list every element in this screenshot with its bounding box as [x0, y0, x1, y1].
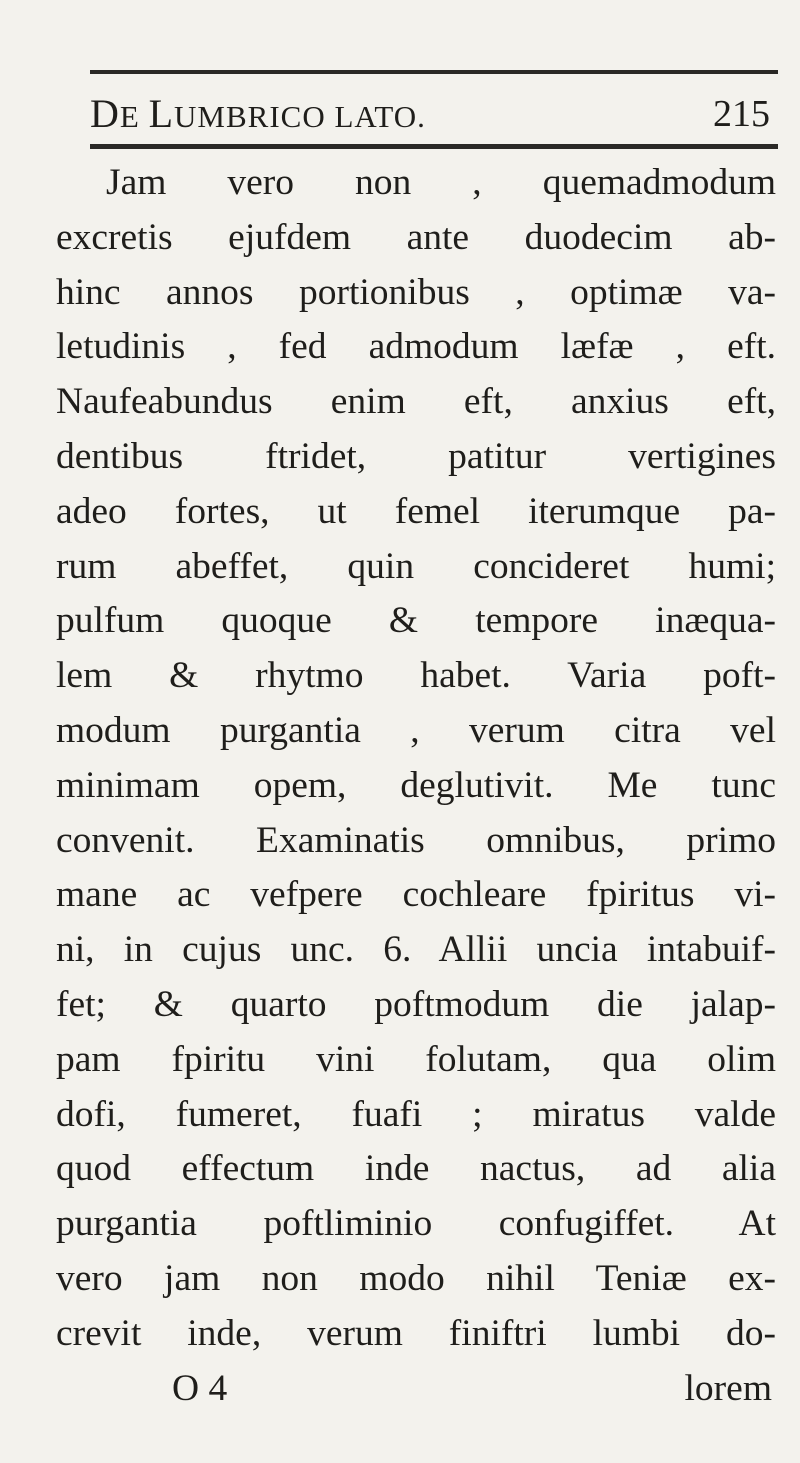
- text-line: rum abeffet, quin concideret humi;: [56, 545, 776, 587]
- title-small-caps: E: [119, 99, 149, 134]
- text-line: minimam opem, deglutivit. Me tunc: [56, 764, 776, 806]
- text-line: excretis ejufdem ante duodecim ab-: [56, 216, 776, 258]
- text-line: Jam vero non , quemadmodum: [106, 162, 776, 203]
- catchword: lorem: [684, 1367, 772, 1409]
- footer-line: [56, 1362, 776, 1417]
- text-line: mane ac vefpere cochleare fpiritus vi-: [56, 874, 776, 916]
- title-initial-2: L: [148, 91, 175, 136]
- text-line: hinc annos portionibus , optimæ va-: [56, 271, 776, 313]
- text-line: pam fpiritu vini folutam, qua olim: [56, 1038, 776, 1080]
- signature-mark: O 4: [172, 1367, 228, 1409]
- text-line: fet; & quarto poftmodum die jalap-: [56, 983, 776, 1025]
- text-line: vero jam non modo nihil Teniæ ex-: [56, 1257, 776, 1299]
- running-head: [90, 86, 778, 142]
- text-line: dentibus ftridet, patitur vertigines: [56, 435, 776, 477]
- title-small-caps-2: UMBRICO LATO.: [174, 99, 426, 134]
- text-line: purgantia poftliminio confugiffet. At: [56, 1203, 776, 1245]
- text-line: dofi, fumeret, fuafi ; miratus valde: [56, 1093, 776, 1135]
- header-rule-top: [90, 70, 778, 74]
- text-line: convenit. Examinatis omnibus, primo: [56, 819, 776, 861]
- body-text: [56, 156, 776, 1416]
- text-line: letudinis , fed admodum læfæ , eft.: [56, 326, 776, 368]
- text-line: ni, in cujus unc. 6. Allii uncia intabuif-: [56, 929, 776, 971]
- text-line: adeo fortes, ut femel iterumque pa-: [56, 490, 776, 532]
- page-number: 215: [713, 93, 770, 135]
- title-initial: D: [90, 91, 120, 136]
- text-line: Naufeabundus enim eft, anxius eft,: [56, 381, 776, 423]
- text-line: pulfum quoque & tempore inæqua-: [56, 600, 776, 642]
- header-rule-bottom: [90, 144, 778, 149]
- text-line: modum purgantia , verum citra vel: [56, 709, 776, 751]
- running-title: [90, 86, 426, 145]
- text-line: crevit inde, verum finiftri lumbi do-: [56, 1312, 776, 1354]
- text-line: lem & rhytmo habet. Varia poft-: [56, 655, 776, 697]
- text-line: quod effectum inde nactus, ad alia: [56, 1148, 776, 1190]
